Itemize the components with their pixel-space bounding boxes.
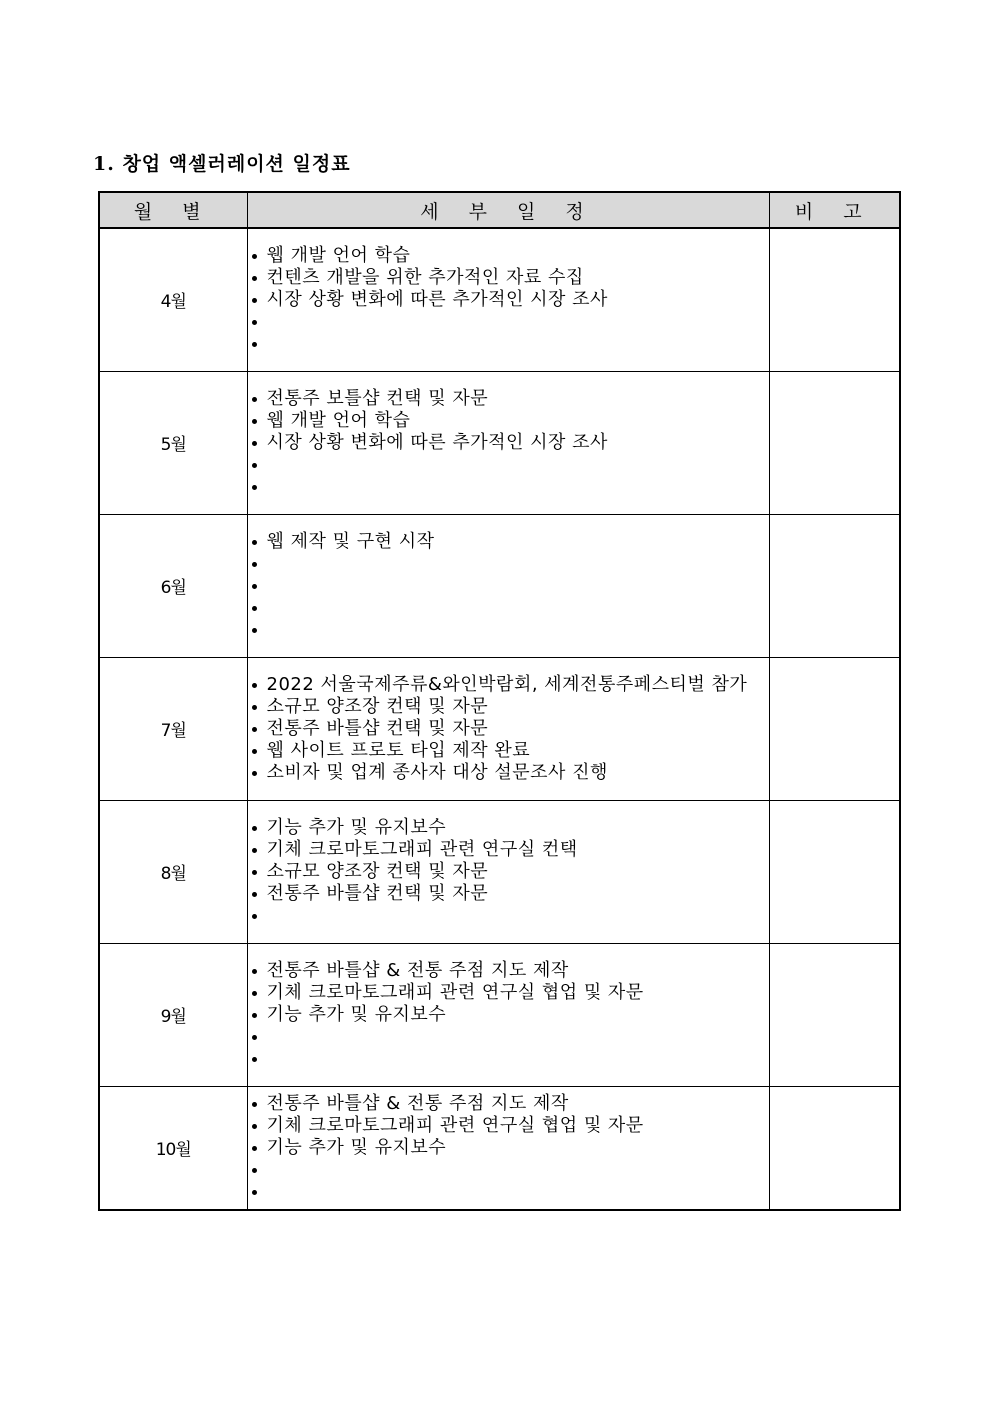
list-item [250, 718, 769, 740]
header-month: 월 별 [99, 192, 247, 228]
schedule-item-list [248, 245, 769, 355]
list-item [250, 619, 769, 641]
schedule-body [99, 228, 900, 1210]
list-item [250, 762, 769, 784]
list-item [250, 1115, 769, 1137]
bullet-icon [252, 584, 257, 589]
bullet-icon [252, 628, 257, 633]
month-cell: 8월 [99, 800, 247, 943]
list-item [250, 476, 769, 498]
list-item [250, 1093, 769, 1115]
list-item [250, 454, 769, 476]
table-row [99, 514, 900, 657]
list-item-text: 기체 크로마토그래피 관련 연구실 협업 및 자문 [266, 981, 644, 1003]
list-item [250, 740, 769, 762]
list-item [250, 817, 769, 839]
list-item [250, 674, 769, 696]
list-item [250, 905, 769, 927]
bullet-icon [252, 1146, 257, 1151]
list-item [250, 1004, 769, 1026]
list-item [250, 531, 769, 553]
bullet-icon [252, 397, 257, 402]
bullet-icon [252, 342, 257, 347]
header-row [99, 192, 900, 228]
list-item-text: 전통주 바틀샵 컨택 및 자문 [266, 717, 489, 739]
bullet-icon [252, 276, 257, 281]
list-item [250, 245, 769, 267]
list-item-text: 전통주 바틀샵 컨택 및 자문 [266, 882, 489, 904]
list-item [250, 861, 769, 883]
month-cell: 6월 [99, 514, 247, 657]
schedule-table [98, 191, 901, 1211]
detail-cell [247, 514, 769, 657]
list-item-text: 웹 제작 및 구현 시작 [266, 530, 435, 552]
bullet-icon [252, 892, 257, 897]
bullet-icon [252, 1168, 257, 1173]
bullet-icon [252, 606, 257, 611]
schedule-item-list [248, 817, 769, 927]
list-item [250, 960, 769, 982]
bullet-icon [252, 320, 257, 325]
month-cell: 10월 [99, 1086, 247, 1210]
detail-cell [247, 371, 769, 514]
bullet-icon [252, 463, 257, 468]
list-item-text: 기능 추가 및 유지보수 [266, 816, 447, 838]
table-row [99, 800, 900, 943]
bullet-icon [252, 1102, 257, 1107]
list-item [250, 553, 769, 575]
list-item [250, 410, 769, 432]
bullet-icon [252, 562, 257, 567]
list-item [250, 696, 769, 718]
list-item-text: 전통주 바틀샵 & 전통 주점 지도 제작 [266, 1092, 569, 1114]
list-item-text: 소비자 및 업계 종사자 대상 설문조사 진행 [266, 761, 608, 783]
list-item-text: 웹 사이트 프로토 타입 제작 완료 [266, 739, 531, 761]
bullet-icon [252, 419, 257, 424]
list-item [250, 1137, 769, 1159]
header-detail: 세 부 일 정 [247, 192, 769, 228]
detail-cell [247, 943, 769, 1086]
schedule-item-list [248, 1093, 769, 1203]
detail-cell [247, 800, 769, 943]
detail-cell [247, 1086, 769, 1210]
list-item-text: 2022 서울국제주류&와인박람회, 세계전통주페스티벌 참가 [266, 673, 748, 695]
list-item-text: 기체 크로마토그래피 관련 연구실 컨택 [266, 838, 578, 860]
list-item [250, 432, 769, 454]
list-item [250, 1181, 769, 1203]
list-item [250, 575, 769, 597]
bullet-icon [252, 727, 257, 732]
list-item [250, 1159, 769, 1181]
bullet-icon [252, 870, 257, 875]
list-item-text: 소규모 양조장 컨택 및 자문 [266, 860, 489, 882]
note-cell [769, 371, 900, 514]
list-item-text: 기능 추가 및 유지보수 [266, 1003, 447, 1025]
note-cell [769, 943, 900, 1086]
schedule-item-list [248, 531, 769, 641]
note-cell [769, 228, 900, 371]
bullet-icon [252, 485, 257, 490]
list-item [250, 388, 769, 410]
bullet-icon [252, 1013, 257, 1018]
note-cell [769, 514, 900, 657]
schedule-item-list [248, 388, 769, 498]
list-item [250, 839, 769, 861]
month-cell: 7월 [99, 657, 247, 800]
bullet-icon [252, 298, 257, 303]
note-cell [769, 657, 900, 800]
table-row [99, 657, 900, 800]
note-cell [769, 800, 900, 943]
list-item-text: 시장 상황 변화에 따른 추가적인 시장 조사 [266, 288, 608, 310]
bullet-icon [252, 705, 257, 710]
bullet-icon [252, 914, 257, 919]
list-item-text: 시장 상황 변화에 따른 추가적인 시장 조사 [266, 431, 608, 453]
list-item-text: 웹 개발 언어 학습 [266, 409, 411, 431]
list-item-text: 기능 추가 및 유지보수 [266, 1136, 447, 1158]
bullet-icon [252, 1190, 257, 1195]
list-item-text: 컨텐츠 개발을 위한 추가적인 자료 수집 [266, 266, 584, 288]
list-item [250, 597, 769, 619]
bullet-icon [252, 540, 257, 545]
list-item-text: 기체 크로마토그래피 관련 연구실 협업 및 자문 [266, 1114, 644, 1136]
list-item [250, 311, 769, 333]
table-row [99, 1086, 900, 1210]
list-item [250, 982, 769, 1004]
list-item [250, 883, 769, 905]
list-item [250, 289, 769, 311]
schedule-item-list [248, 960, 769, 1070]
table-row [99, 371, 900, 514]
list-item-text: 전통주 보틀샵 컨택 및 자문 [266, 387, 489, 409]
list-item [250, 333, 769, 355]
list-item-text: 웹 개발 언어 학습 [266, 244, 411, 266]
detail-cell [247, 228, 769, 371]
bullet-icon [252, 771, 257, 776]
list-item [250, 267, 769, 289]
schedule-item-list [248, 674, 769, 784]
bullet-icon [252, 254, 257, 259]
header-note: 비 고 [769, 192, 900, 228]
bullet-icon [252, 683, 257, 688]
bullet-icon [252, 749, 257, 754]
document-title: 1. 창업 액셀러레이션 일정표 [93, 153, 351, 175]
bullet-icon [252, 991, 257, 996]
bullet-icon [252, 1057, 257, 1062]
list-item [250, 1026, 769, 1048]
table-row [99, 943, 900, 1086]
note-cell [769, 1086, 900, 1210]
list-item-text: 소규모 양조장 컨택 및 자문 [266, 695, 489, 717]
bullet-icon [252, 441, 257, 446]
list-item-text: 전통주 바틀샵 & 전통 주점 지도 제작 [266, 959, 569, 981]
bullet-icon [252, 1124, 257, 1129]
month-cell: 4월 [99, 228, 247, 371]
list-item [250, 1048, 769, 1070]
bullet-icon [252, 1035, 257, 1040]
detail-cell [247, 657, 769, 800]
month-cell: 5월 [99, 371, 247, 514]
table-row [99, 228, 900, 371]
bullet-icon [252, 848, 257, 853]
bullet-icon [252, 969, 257, 974]
month-cell: 9월 [99, 943, 247, 1086]
bullet-icon [252, 826, 257, 831]
